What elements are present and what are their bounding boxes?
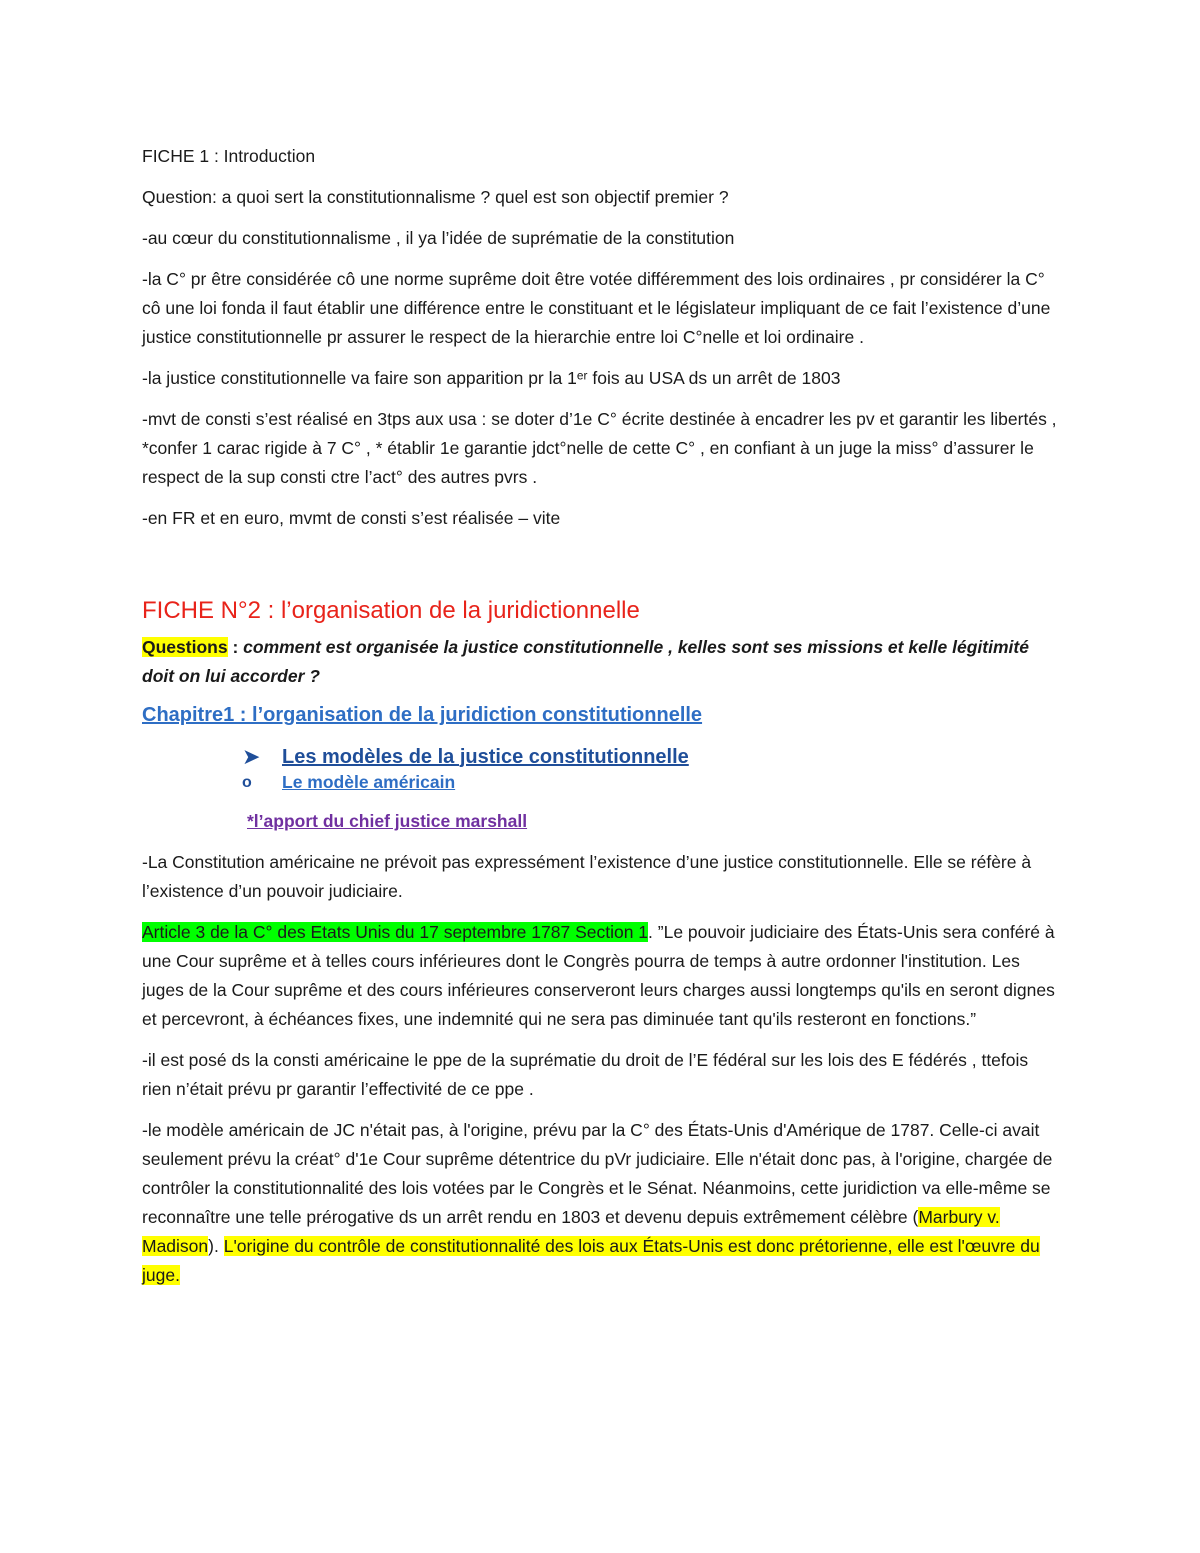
american-heading-row [242, 772, 1062, 793]
paragraph-3-start: -le modèle américain de JC n'était pas, à l'origine, prévu par la C° des États-Unis d'Amérique de 1787. Celle-ci avait seulement prévu la créat° d'1e Cour suprême détentrice du pVr judiciaire. Elle n'était donc pas, à l'origine, chargée de contrôler la constitutionnalité des lois votées par le Congrès et le Sénat. Néanmoins, cette juridiction va elle-même se reconnaître une telle prérogative ds un arrêt rendu en 1803 et devenu depuis extrêmement célèbre ( [142, 1120, 1053, 1227]
fiche1-paragraph-5: -en FR et en euro, mvmt de consti s’est réalisée – vite [142, 508, 561, 528]
paragraph-3-conclusion: L'origine du contrôle de constitutionnalité des lois aux États-Unis est donc prétorienne, elle est l'œuvre du juge. [142, 1236, 1040, 1285]
article-text: . ”Le pouvoir judiciaire des États-Unis sera conféré à une Cour suprême et à telles cours inférieures dont le Congrès pourra de temps à autre ordonner l'institution. Les juges de la Cour suprême et des cours inférieures conserveront leurs charges aussi longtemps qu'ils en seront dignes et percevront, à échéances fixes, une indemnité qui ne sera pas diminuée tant qu'ils resteront en fonctions.” [142, 922, 1055, 1029]
questions-text: comment est organisée la justice constitutionnelle , kelles sont ses missions et kelle légitimité doit on lui accorder ? [142, 637, 1029, 686]
fiche1-paragraph-4: -mvt de consti s’est réalisé en 3tps aux usa : se doter d’1e C° écrite destinée à encadrer les pv et garantir les libertés , *confer 1 carac rigide à 7 C° , * établir 1e garantie jdct°nelle de cette C° , en confiant à un juge la miss° d’assurer le respect de la sup consti ctre l’act° des autres pvrs . [142, 409, 1057, 487]
marshall-heading: *l’apport du chief justice marshall [247, 811, 528, 831]
circle-bullet-icon: o [242, 773, 252, 791]
fiche2-paragraph-1: -La Constitution américaine ne prévoit pas expressément l’existence d’une justice constitutionnelle. Elle se réfère à l’existence d’un pouvoir judiciaire. [142, 852, 1032, 901]
article-label: Article 3 de la C° des Etats Unis du 17 septembre 1787 Section 1 [142, 922, 649, 942]
models-heading: Les modèles de la justice constitutionnelle [282, 745, 689, 768]
fiche2-questions [142, 633, 1062, 691]
fiche1-paragraph-3: -la justice constitutionnelle va faire son apparition pr la 1ᵉʳ fois au USA ds un arrêt de 1803 [142, 368, 841, 388]
paragraph-3-mid: ). [208, 1236, 224, 1256]
fiche1-paragraph-2: -la C° pr être considérée cô une norme suprême doit être votée différemment des lois ordinaires , pr considérer la C° cô une loi fonda il faut établir une différence entre le constituant et le législateur impliquant de ce fait l’existence d’une justice constitutionnelle pr assurer le respect de la hierarchie entre loi C°nelle et loi ordinaire . [142, 269, 1051, 347]
models-heading-row [242, 744, 1062, 770]
fiche1-question: Question: a quoi sert la constitutionnalisme ? quel est son objectif premier ? [142, 187, 729, 207]
american-model-heading: Le modèle américain [282, 772, 456, 792]
fiche2-paragraph-3 [142, 1116, 1062, 1290]
fiche1-paragraph-1: -au cœur du constitutionnalisme , il ya l’idée de suprématie de la constitution [142, 228, 735, 248]
questions-separator: : [227, 637, 244, 657]
fiche1-title: FICHE 1 : Introduction [142, 146, 316, 166]
questions-label: Questions [142, 637, 228, 657]
fiche2-paragraph-2: -il est posé ds la consti américaine le ppe de la suprématie du droit de l’E fédéral sur les lois des E fédérés , ttefois rien n’était prévu pr garantir l’effectivité de ce ppe . [142, 1050, 1029, 1099]
article-paragraph [142, 918, 1062, 1034]
document-page [142, 142, 1062, 1290]
arrow-bullet-icon: ➤ [242, 744, 261, 769]
case-name: Marbury v. Madison [142, 1207, 1000, 1256]
fiche2-title: FICHE N°2 : l’organisation de la juridictionnelle [142, 597, 640, 624]
chapter-heading: Chapitre1 : l’organisation de la juridiction constitutionnelle [142, 704, 703, 726]
